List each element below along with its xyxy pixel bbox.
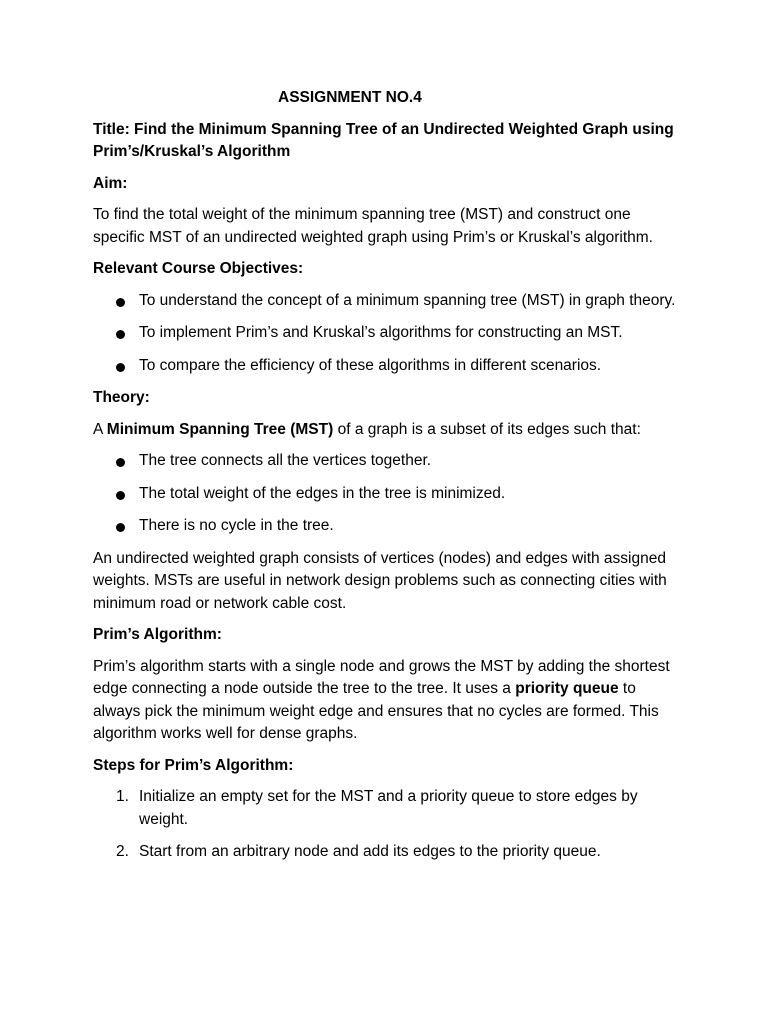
list-item: The tree connects all the vertices together. xyxy=(93,450,678,473)
theory-intro-prefix: A xyxy=(93,420,107,438)
list-item xyxy=(93,786,678,831)
step-text: Start from an arbitrary node and add its edges to the priority queue. xyxy=(139,843,601,860)
list-item: To implement Prim’s and Kruskal’s algorithms for constructing an MST. xyxy=(93,322,678,345)
step-number: 1. xyxy=(116,788,129,805)
list-item: To understand the concept of a minimum spanning tree (MST) in graph theory. xyxy=(93,290,678,313)
assignment-heading: ASSIGNMENT NO.4 xyxy=(278,89,422,106)
prims-paragraph xyxy=(93,656,678,746)
prims-heading: Prim’s Algorithm: xyxy=(93,626,222,643)
assignment-title: Title: Find the Minimum Spanning Tree of an Undirected Weighted Graph using Prim’s/Kruskal’s Algorithm xyxy=(93,120,674,160)
theory-heading: Theory: xyxy=(93,389,150,406)
mst-term: Minimum Spanning Tree (MST) xyxy=(106,420,334,438)
list-item: To compare the efficiency of these algorithms in different scenarios. xyxy=(93,355,678,378)
theory-intro xyxy=(93,419,678,442)
theory-intro-suffix: of a graph is a subset of its edges such that: xyxy=(333,420,641,438)
list-item: The total weight of the edges in the tree is minimized. xyxy=(93,483,678,506)
priority-queue-term: priority queue xyxy=(515,680,619,697)
objectives-heading: Relevant Course Objectives: xyxy=(93,260,304,277)
steps-list xyxy=(93,786,678,864)
prims-text-1: Prim’s algorithm starts with a single node and grows the MST by adding the shortest edge connecting a node outside the tree to the tree. It uses a xyxy=(93,657,670,697)
theory-points-list xyxy=(93,450,678,538)
aim-heading: Aim: xyxy=(93,174,128,192)
theory-paragraph: An undirected weighted graph consists of vertices (nodes) and edges with assigned weights. MSTs are useful in network design problems such as connecting cities with minimum road or network cable cost. xyxy=(93,549,667,612)
list-item xyxy=(93,841,678,864)
step-text: Initialize an empty set for the MST and a priority queue to store edges by weight. xyxy=(139,788,638,828)
aim-text: To find the total weight of the minimum spanning tree (MST) and construct one specific MST of an undirected weighted graph using Prim’s or Kruskal’s algorithm. xyxy=(93,206,653,246)
steps-heading: Steps for Prim’s Algorithm: xyxy=(93,756,294,774)
list-item: There is no cycle in the tree. xyxy=(93,515,678,538)
prims-text-2: to always pick the minimum weight edge and ensures that no cycles are formed. This algorithm works well for dense graphs. xyxy=(93,680,659,742)
objectives-list xyxy=(93,290,678,378)
step-number: 2. xyxy=(116,843,129,860)
